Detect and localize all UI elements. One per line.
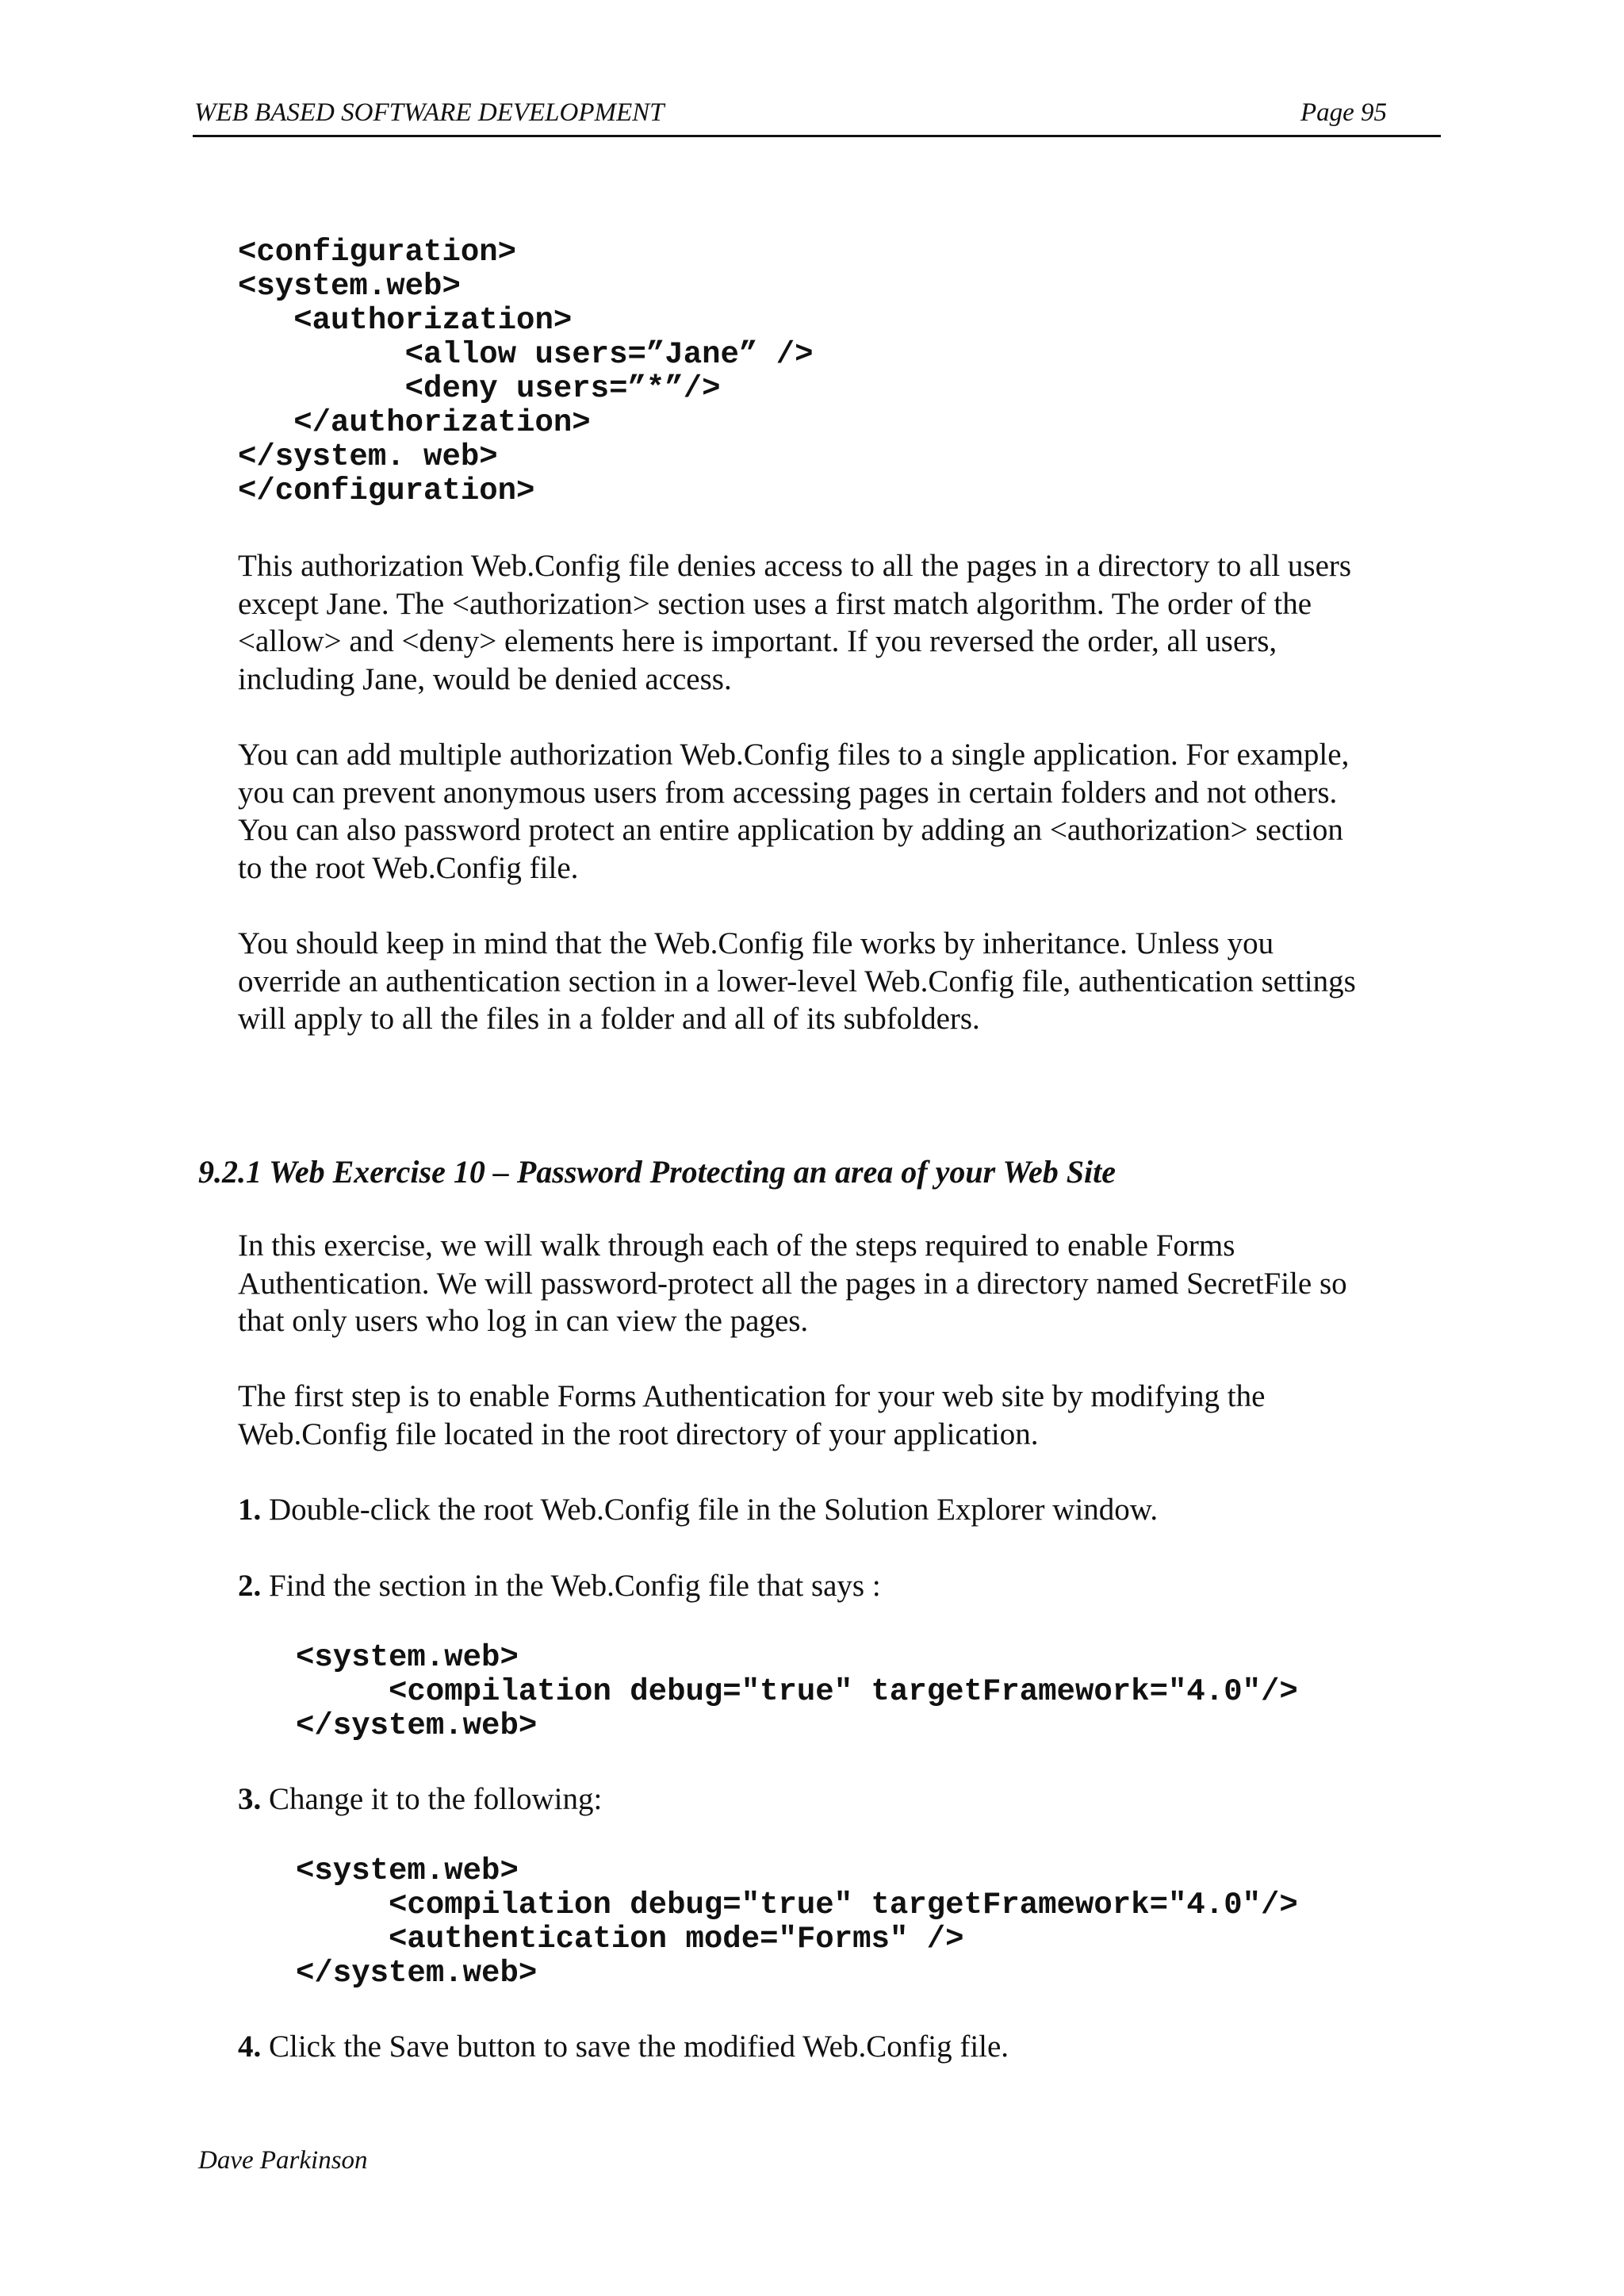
paragraph-line: Authentication. We will password-protect all the pages in a directory named SecretFile so [238, 1266, 1347, 1301]
step-4 [238, 2028, 1009, 2066]
code-block-modified-system-web [296, 1854, 1298, 1991]
step-1 [238, 1491, 1158, 1529]
paragraph-line: The first step is to enable Forms Authentication for your web site by modifying the [238, 1379, 1266, 1413]
step-2 [238, 1567, 881, 1605]
header-page-number: Page 95 [1300, 98, 1387, 127]
code-line: <configuration> [238, 235, 517, 270]
code-line: <authentication mode="Forms" /> [296, 1922, 964, 1957]
step-3 [238, 1780, 602, 1819]
step-text: Double-click the root Web.Config file in the Solution Explorer window. [261, 1493, 1159, 1527]
code-line: <system.web> [296, 1853, 519, 1888]
code-line: <authorization> [238, 303, 573, 338]
paragraph-line: you can prevent anonymous users from accessing pages in certain folders and not others. [238, 775, 1338, 810]
paragraph-multiple-configs [238, 736, 1451, 887]
code-line: <allow users=”Jane” /> [238, 337, 814, 372]
step-number: 1. [238, 1493, 262, 1527]
header-title: WEB BASED SOFTWARE DEVELOPMENT [194, 98, 665, 127]
paragraph-line: You should keep in mind that the Web.Config file works by inheritance. Unless you [238, 926, 1274, 960]
paragraph-line: except Jane. The <authorization> section uses a first match algorithm. The order of the [238, 586, 1312, 621]
code-line: </system. web> [238, 439, 498, 474]
paragraph-authorization-explained [238, 547, 1451, 698]
page-footer-author: Dave Parkinson [198, 2146, 368, 2175]
paragraph-line: This authorization Web.Config file denies access to all the pages in a directory to all users [238, 549, 1352, 583]
code-block-original-system-web [296, 1641, 1298, 1743]
step-text: Click the Save button to save the modified Web.Config file. [261, 2030, 1009, 2064]
code-line: <system.web> [238, 269, 461, 304]
paragraph-line: In this exercise, we will walk through each of the steps required to enable Forms [238, 1228, 1235, 1263]
paragraph-line: to the root Web.Config file. [238, 850, 579, 885]
step-text: Change it to the following: [261, 1782, 603, 1816]
step-number: 2. [238, 1569, 262, 1603]
step-text: Find the section in the Web.Config file that says : [261, 1569, 881, 1603]
step-number: 3. [238, 1782, 262, 1816]
paragraph-line: You can add multiple authorization Web.Config files to a single application. For example, [238, 738, 1350, 772]
code-line: <compilation debug="true" targetFramework="4.0"/> [296, 1888, 1298, 1922]
code-line: </configuration> [238, 473, 535, 508]
paragraph-line: will apply to all the files in a folder and all of its subfolders. [238, 1002, 980, 1036]
code-line: <system.web> [296, 1640, 519, 1675]
step-number: 4. [238, 2030, 262, 2064]
code-block-authorization [238, 236, 814, 508]
section-heading: 9.2.1 Web Exercise 10 – Password Protecting an area of your Web Site [198, 1154, 1116, 1190]
paragraph-line: <allow> and <deny> elements here is important. If you reversed the order, all users, [238, 624, 1277, 658]
paragraph-line: override an authentication section in a lower-level Web.Config file, authentication settings [238, 964, 1356, 999]
code-line: <compilation debug="true" targetFramework="4.0"/> [296, 1674, 1298, 1709]
code-line: </system.web> [296, 1956, 538, 1991]
paragraph-line: Web.Config file located in the root directory of your application. [238, 1416, 1039, 1451]
paragraph-inheritance [238, 925, 1451, 1038]
paragraph-exercise-intro [238, 1227, 1451, 1340]
page-header [193, 94, 1441, 137]
paragraph-line: You can also password protect an entire application by adding an <authorization> section [238, 813, 1343, 847]
paragraph-first-step [238, 1378, 1451, 1453]
code-line: <deny users=”*”/> [238, 371, 721, 406]
code-line: </authorization> [238, 405, 591, 440]
paragraph-line: including Jane, would be denied access. [238, 661, 732, 696]
paragraph-line: that only users who log in can view the pages. [238, 1304, 809, 1338]
code-line: </system.web> [296, 1708, 538, 1743]
